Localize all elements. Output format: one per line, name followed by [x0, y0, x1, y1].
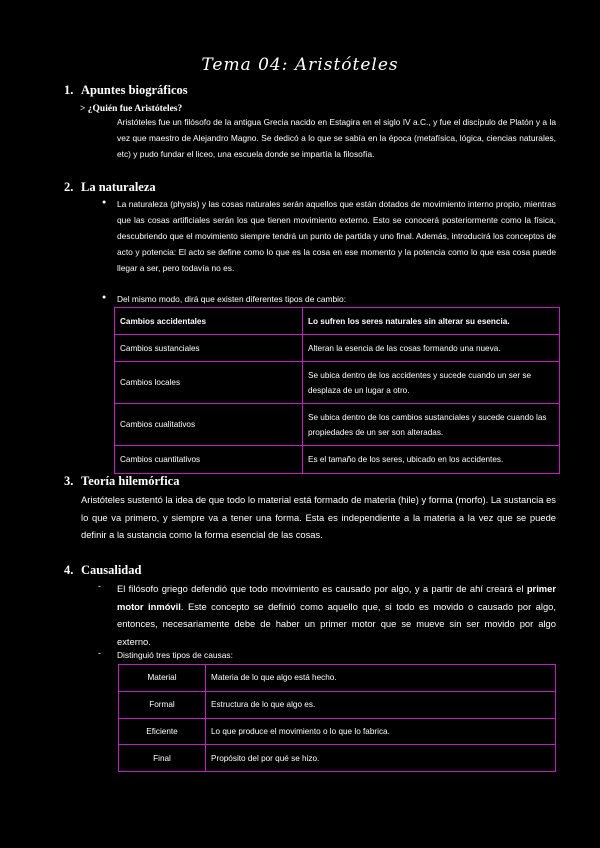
- dash-icon: -: [98, 648, 101, 658]
- table-row: [115, 335, 560, 362]
- table-cell: Es el tamaño de los seres, ubicado en los accidentes.: [303, 446, 560, 474]
- table-cell: Cambios cuantitativos: [115, 446, 303, 474]
- bullet-icon: ●: [102, 294, 107, 301]
- causality-paragraph: El filósofo griego defendió que todo movimiento es causado por algo, y a partir de ahí creará el primer motor inmóvil. Este concepto se definió como aquello que, si todo es movido o causado por algo, entonces, necesariamente debe de haber un primer motor que se mueve sin ser movido por algo externo.: [117, 583, 556, 647]
- section-heading-1: 1. Apuntes biográficos: [64, 83, 188, 97]
- table-cell: Formal: [119, 691, 206, 718]
- table-row: [119, 718, 556, 745]
- dash-icon: -: [98, 581, 101, 591]
- table-cell: Material: [119, 665, 206, 692]
- table-row: [119, 691, 556, 718]
- table-row: [119, 665, 556, 692]
- nature-paragraph: La naturaleza (physis) y las cosas naturales serán aquellos que están dotados de movimiento interno propio, mientras que las cosas artificiales serán los que tienen movimiento externo. Esto se conocerá posteriormente como la física, descubriendo que el movimiento siempre tendrá un punto de partida y uno final. Además, introducirá los conceptos de acto y potencia: El acto se define como lo que es la cosa en ese momento y la potencia como lo que esa cosa puede llegar a ser, pero todavía no es.: [117, 199, 556, 273]
- change-intro: Del mismo modo, dirá que existen diferentes tipos de cambio:: [117, 294, 347, 304]
- table-cell: Cambios sustanciales: [115, 335, 303, 362]
- table-header-cell: Lo sufren los seres naturales sin alterar su esencia.: [303, 308, 560, 335]
- table-cell: Propósito del por qué se hizo.: [206, 745, 556, 772]
- table-row: [115, 404, 560, 446]
- causes-table: [118, 664, 556, 772]
- hylomorphism-paragraph: Aristóteles sustentó la idea de que todo lo material está formado de materia (hile) y forma (morfo). La sustancia es lo que va primero, y siempre va a tener una forma. Esta es independiente a la materia a la vez que se puede definir a la sustancia como la forma esencial de las cosas.: [81, 494, 556, 540]
- table-row: [119, 745, 556, 772]
- section-heading-4: 4. Causalidad: [64, 563, 142, 577]
- section-heading-3: 3. Teoría hilemórfica: [64, 474, 180, 488]
- section-heading-2: 2. La naturaleza: [64, 180, 156, 194]
- table-cell: Cambios cualitativos: [115, 404, 303, 446]
- subheading-question: > ¿Quién fue Aristóteles?: [80, 104, 183, 114]
- table-row: [115, 308, 560, 335]
- table-header-cell: Cambios accidentales: [115, 308, 303, 335]
- table-cell: Eficiente: [119, 718, 206, 745]
- table-cell: Materia de lo que algo está hecho.: [206, 665, 556, 692]
- table-cell: Estructura de lo que algo es.: [206, 691, 556, 718]
- table-cell: Se ubica dentro de los cambios sustanciales y sucede cuando las propiedades de un ser son alteradas.: [303, 404, 560, 446]
- changes-table: [114, 307, 560, 474]
- page-title: Tema 04: Aristóteles: [201, 55, 399, 75]
- table-cell: Cambios locales: [115, 362, 303, 404]
- table-cell: Se ubica dentro de los accidentes y sucede cuando un ser se desplaza de un lugar a otro.: [303, 362, 560, 404]
- table-row: [115, 446, 560, 474]
- bio-paragraph: Aristóteles fue un filósofo de la antigua Grecia nacido en Estagira en el siglo IV a.C., y fue el discípulo de Platón y a la vez que maestro de Alejandro Magno. Se dedicó a lo que se sabía en la época (metafísica, lógica, ciencias naturales, etc) y pudo fundar el liceo, una escuela donde se impartía la filosofía.: [117, 117, 556, 159]
- table-cell: Lo que produce el movimiento o lo que lo fabrica.: [206, 718, 556, 745]
- causes-intro: Distinguió tres tipos de causas:: [117, 650, 233, 660]
- table-cell: Alteran la esencia de las cosas formando una nueva.: [303, 335, 560, 362]
- table-row: [115, 362, 560, 404]
- bullet-icon: ●: [102, 199, 107, 206]
- table-cell: Final: [119, 745, 206, 772]
